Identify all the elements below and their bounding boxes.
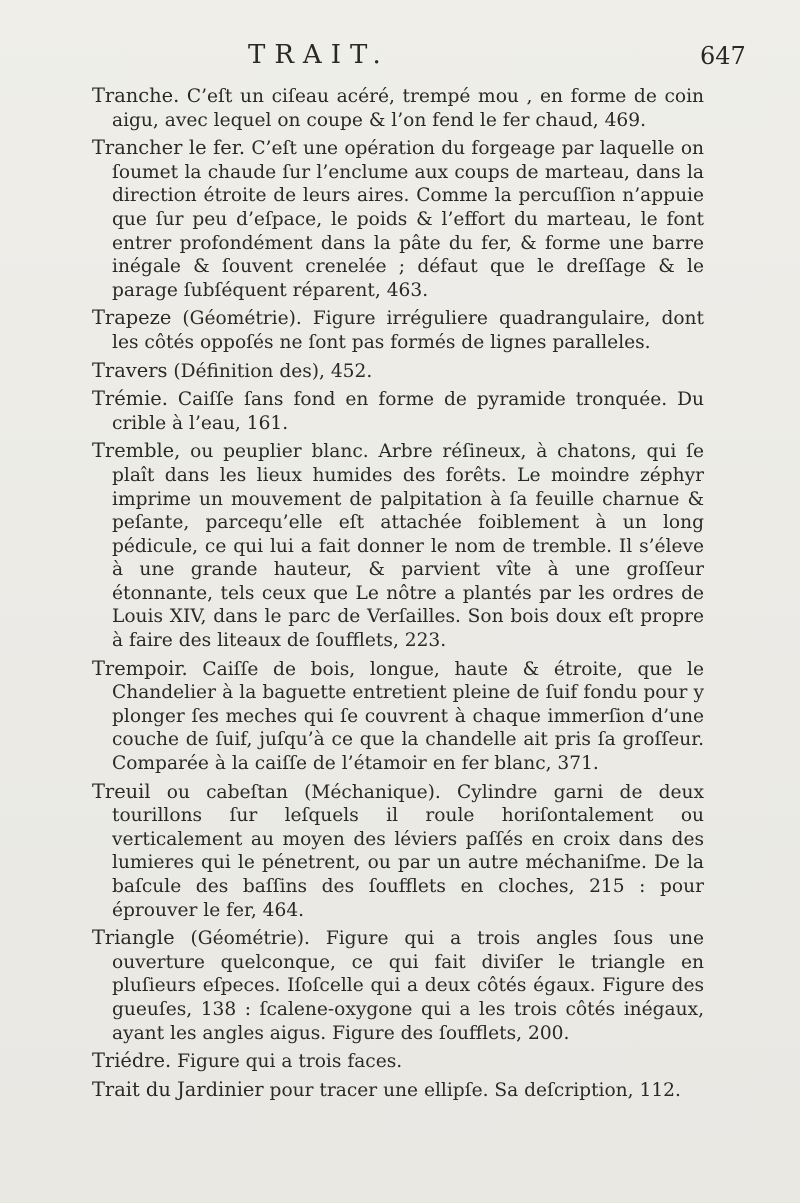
- entry-term: Trait du Jardinier: [92, 1077, 264, 1101]
- glossary-entries: [92, 84, 704, 1106]
- entry-term: Travers: [92, 358, 168, 382]
- entry-term: Trempoir.: [92, 656, 188, 680]
- entry-text: (Géométrie). Figure irréguliere quadrangulaire, dont les côtés oppoſés ne ſont pas formés de lignes paralleles.: [112, 308, 704, 353]
- glossary-entry: [92, 136, 704, 302]
- entry-text: (Géométrie). Figure qui a trois angles ſous une ouverture quelconque, ce qui fait diviſer le triangle en pluſieurs eſpeces. Iſoſcelle qui a deux côtés égaux. Figure des gueuſes, 138 : ſcalene-oxygone qui a les trois côtés inégaux, ayant les angles aigus. Figure des ſoufflets, 200.: [112, 928, 704, 1044]
- entry-term: Trapeze: [92, 306, 172, 330]
- glossary-entry: [92, 387, 704, 435]
- entry-term: Trancher le fer.: [92, 136, 246, 160]
- entry-text: C’eſt un ciſeau acéré, trempé mou , en forme de coin aigu, avec lequel on coupe & l’on fend le fer chaud, 469.: [112, 86, 704, 131]
- entry-term: Treuil: [92, 779, 151, 803]
- entry-term: Triangle: [92, 926, 175, 950]
- glossary-entry: [92, 439, 704, 652]
- page-header: [0, 40, 800, 80]
- glossary-entry: [92, 1049, 704, 1074]
- glossary-entry: [92, 657, 704, 776]
- entry-text: Figure qui a trois faces.: [171, 1051, 403, 1073]
- entry-text: ou cabeſtan (Méchanique). Cylindre garni de deux tourillons ſur leſquels il roule horiſontalement ou verticalement au moyen des léviers paſſés en croix dans des lumieres qui le pénetrent, ou par un autre méchaniſme. De la baſcule des baſſins des ſoufflets en cloches, 215 : pour éprouver le fer, 464.: [112, 781, 704, 921]
- entry-term: Tranche.: [92, 84, 180, 107]
- glossary-entry: [92, 926, 704, 1045]
- entry-term: Triédre.: [92, 1049, 172, 1073]
- glossary-entry: [92, 306, 704, 354]
- entry-text: Caiſſe de bois, longue, haute & étroite, que le Chandelier à la baguette entretient pleine de ſuif fondu pour y plonger ſes meches qui ſe couvrent à chaque immerſion d’une couche de ſuif, juſqu’à ce que la chandelle ait pris ſa groſſeur. Comparée à la caiſſe de l’étamoir en fer blanc, 371.: [112, 658, 704, 775]
- entry-text: Caiſſe ſans fond en forme de pyramide tronquée. Du crible à l’eau, 161.: [112, 389, 704, 434]
- entry-text: (Définition des), 452.: [167, 360, 373, 382]
- entry-term: Tremble,: [92, 439, 181, 463]
- glossary-entry: [92, 359, 704, 384]
- entry-term: Trémie.: [92, 387, 168, 411]
- running-head: TRAIT.: [248, 40, 390, 70]
- page-number: 647: [700, 42, 746, 70]
- glossary-entry: [92, 1078, 704, 1103]
- entry-text: pour tracer une ellipſe. Sa deſcription, 112.: [263, 1079, 681, 1101]
- entry-text: C’eſt une opération du forgeage par laquelle on ſoumet la chaude ſur l’enclume aux coups de marteau, dans la direction étroite de leurs aires. Comme la percuſſion n’appuie que ſur peu d’eſpace, le poids & l’effort du marteau, le font entrer profondément dans la pâte du fer, & forme une barre inégale & ſouvent crenelée ; défaut que le dreſſage & le parage ſubſéquent réparent, 463.: [112, 138, 704, 301]
- glossary-entry: [92, 84, 704, 132]
- glossary-entry: [92, 780, 704, 923]
- entry-text: ou peuplier blanc. Arbre réſineux, à chatons, qui ſe plaît dans les lieux humides des forêts. Le moindre zéphyr imprime un mouvement de palpitation à ſa feuille charnue & peſante, parcequ’elle eſt attachée foiblement à un long pédicule, ce qui lui a fait donner le nom de tremble. Il s’éleve à une grande hauteur, & parvient vîte à une groſſeur étonnante, tels ceux que Le nôtre a plantés par les ordres de Louis XIV, dans le parc de Verſailles. Son bois doux eſt propre à faire des liteaux de ſoufflets, 223.: [112, 441, 704, 652]
